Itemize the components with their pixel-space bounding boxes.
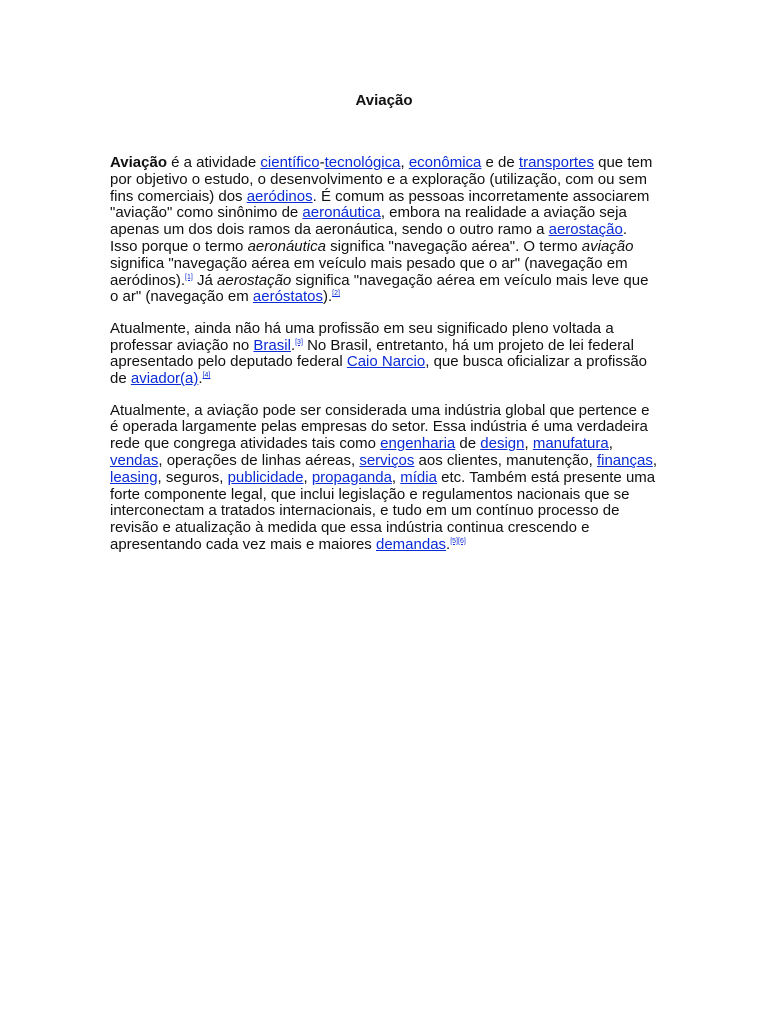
link-aviador[interactable]: aviador(a) <box>130 370 199 388</box>
reference-link-5[interactable]: [5] <box>450 537 459 545</box>
text: , <box>524 435 533 453</box>
reference-link-6[interactable]: [6] <box>458 537 466 545</box>
term-aviacao-italic: aviação <box>581 237 634 255</box>
term-aviacao: Aviação <box>110 154 167 171</box>
link-financas[interactable]: finanças <box>596 451 653 469</box>
text: . <box>198 370 203 388</box>
paragraph-3 <box>110 403 658 554</box>
text: Já <box>192 271 218 289</box>
text: significa "navegação aérea em veículo mais pesado que o ar" (navegação em aeródinos). <box>110 254 628 289</box>
text: , <box>391 468 401 486</box>
text: . <box>446 535 451 553</box>
link-aeronautica[interactable]: aeronáutica <box>302 204 381 222</box>
text: - <box>319 154 325 171</box>
link-aerodinos[interactable]: aeródinos <box>246 187 313 205</box>
link-brasil[interactable]: Brasil <box>253 336 291 354</box>
reference-link-1[interactable]: [1] <box>185 273 193 281</box>
text: , <box>400 154 409 171</box>
link-cientifico[interactable]: científico <box>260 154 320 171</box>
text: , <box>652 451 658 469</box>
link-aerostatos[interactable]: aeróstatos <box>252 288 323 306</box>
link-vendas[interactable]: vendas <box>110 451 159 469</box>
link-demandas[interactable]: demandas <box>375 535 447 553</box>
page-title: Aviação <box>355 92 413 109</box>
link-midia[interactable]: mídia <box>400 468 437 486</box>
term-aeronautica: aeronáutica <box>247 237 326 255</box>
text: é a atividade <box>166 154 261 171</box>
reference-link-4[interactable]: [4] <box>202 372 211 380</box>
link-aerostacao[interactable]: aerostação <box>548 221 623 239</box>
link-engenharia[interactable]: engenharia <box>380 435 456 453</box>
text: Atualmente, ainda não há uma profissão em seu significado pleno voltada a professar aviação no <box>110 319 614 354</box>
link-servicos[interactable]: serviços <box>359 451 415 469</box>
paragraph-1 <box>110 155 658 306</box>
link-leasing[interactable]: leasing <box>110 468 158 486</box>
text: , <box>303 468 312 486</box>
link-transportes[interactable]: transportes <box>518 154 594 171</box>
article-body <box>110 155 658 568</box>
link-tecnologica[interactable]: tecnológica <box>324 154 401 171</box>
reference-link-3[interactable]: [3] <box>295 338 303 346</box>
reference-link-2[interactable]: [2] <box>332 290 340 298</box>
link-design[interactable]: design <box>480 435 525 453</box>
text: , seguros, <box>157 468 228 486</box>
text: , que busca oficializar a profissão de <box>110 353 648 388</box>
link-caio-narcio[interactable]: Caio Narcio <box>346 353 426 371</box>
text: e de <box>481 154 519 171</box>
text: ). <box>322 288 333 306</box>
link-propaganda[interactable]: propaganda <box>311 468 392 486</box>
paragraph-2 <box>110 321 658 388</box>
link-manufatura[interactable]: manufatura <box>532 435 609 453</box>
text: . <box>290 336 296 354</box>
text: significa "navegação aérea em veículo mais leve que o ar" (navegação em <box>110 271 649 306</box>
text: que tem por objetivo o estudo, o desenvolvimento e a exploração (utilização, com ou sem fins comerciais) dos <box>110 154 653 205</box>
text: Atualmente, a aviação pode ser considerada uma indústria global que pertence e é operada largamente pelas empresas do setor. Essa indústria é uma verdadeira rede que congrega atividades tais como <box>110 401 650 453</box>
text: significa "navegação aérea". O termo <box>325 237 582 255</box>
text: , embora na realidade a aviação seja apenas um dos dois ramos da aeronáutica, sendo o outro ramo a <box>110 204 627 239</box>
text: , <box>608 435 613 453</box>
term-aerostacao-italic: aerostação <box>217 271 292 289</box>
text: . É comum as pessoas incorretamente associarem "aviação" como sinônimo de <box>110 187 650 222</box>
text: No Brasil, entretanto, há um projeto de lei federal apresentado pelo deputado federal <box>110 336 634 371</box>
text: etc. Também está presente uma forte componente legal, que inclui legislação e regulamentos nacionais que se interconectam a tratados internacionais, e tudo em um contínuo processo de revisão e atualização à medida que essa indústria continua crescendo e apresentando cada vez mais e maiores <box>110 468 656 553</box>
link-publicidade[interactable]: publicidade <box>227 468 304 486</box>
text: de <box>455 435 481 453</box>
text: , operações de linhas aéreas, <box>158 451 360 469</box>
text: . Isso porque o termo <box>110 221 627 255</box>
text: aos clientes, manutenção, <box>414 451 597 469</box>
link-economica[interactable]: econômica <box>408 154 482 171</box>
